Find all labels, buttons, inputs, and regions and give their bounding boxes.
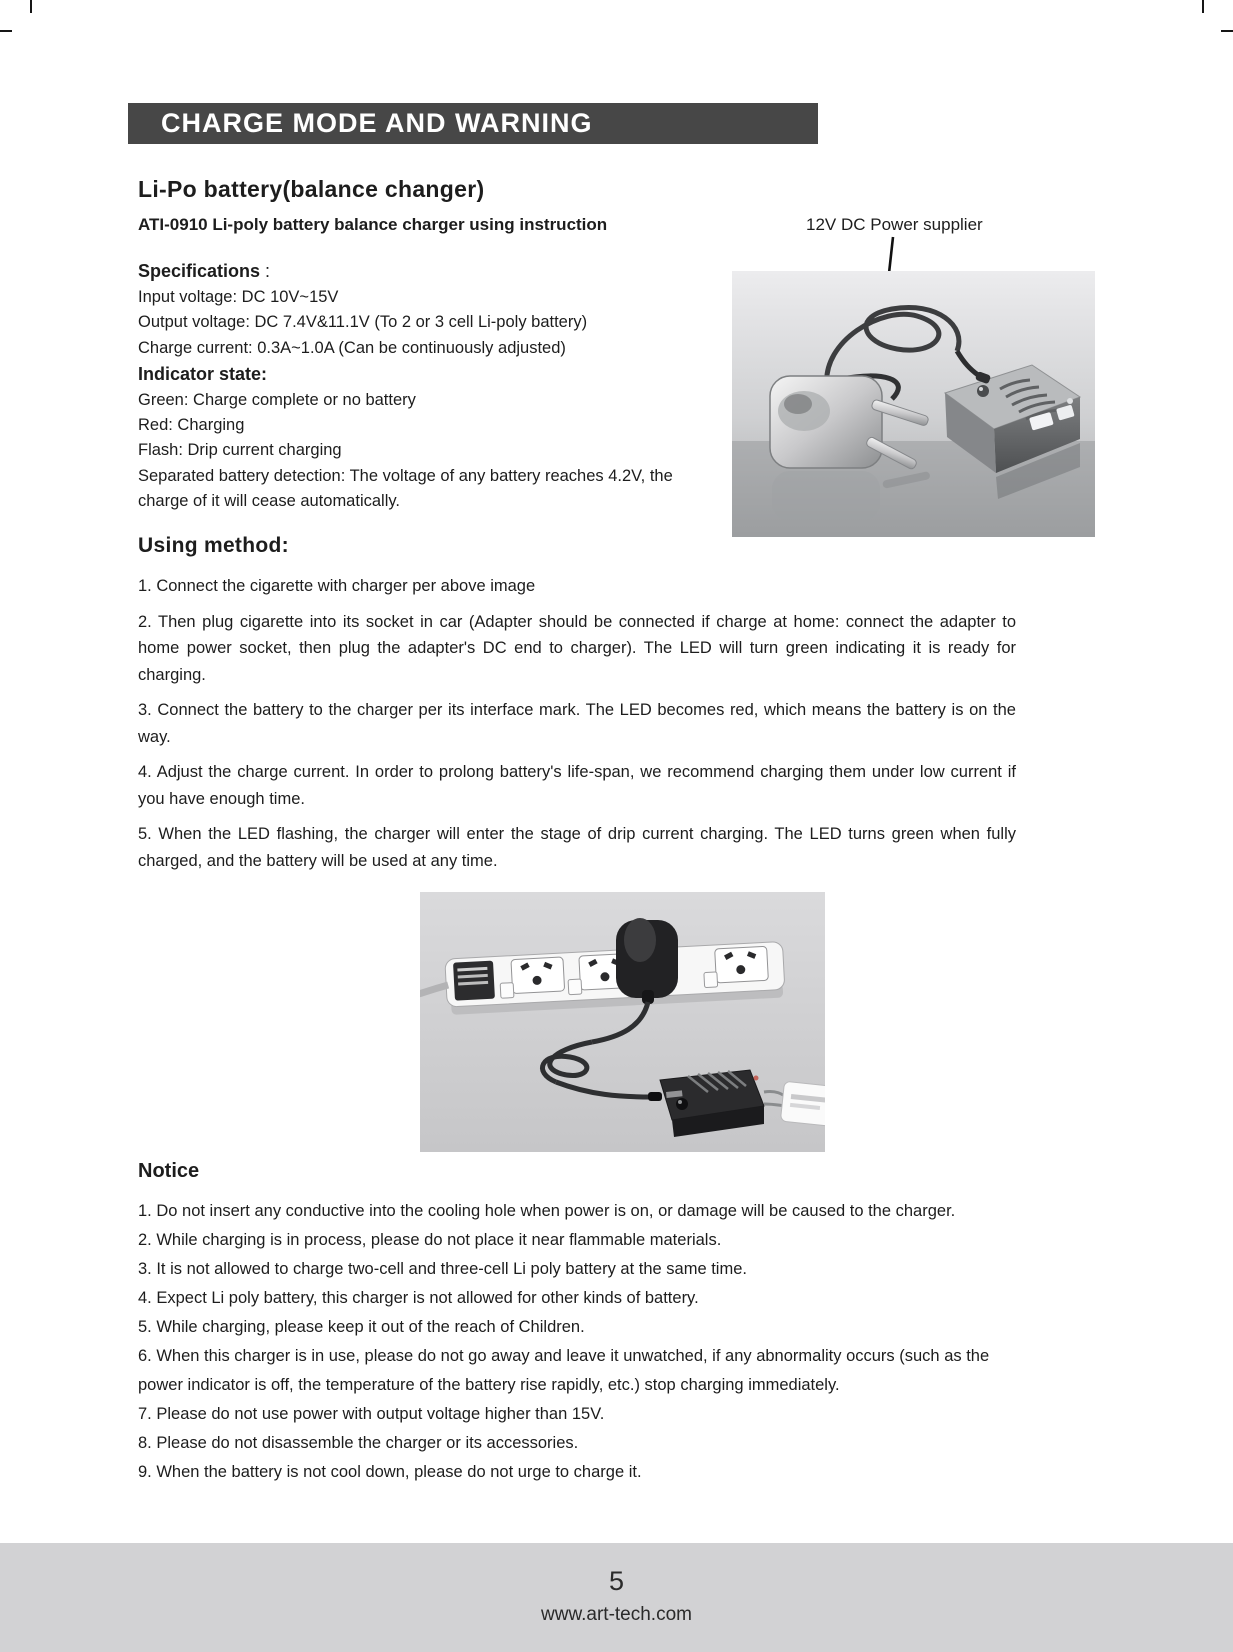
method-step: 1. Connect the cigarette with charger per above image xyxy=(138,577,536,595)
footer-band xyxy=(0,1543,1233,1652)
notice-item: 8. Please do not disassemble the charger or its accessories. xyxy=(138,1434,579,1452)
plugged-adapter xyxy=(616,918,678,1004)
crop-mark-top-left-vertical xyxy=(30,0,32,13)
notice-item: 6. When this charger is in use, please do not go away and leave it unwatched, if any abnormality occurs (such as the power indicator is off, the temperature of the battery rise rapidly, etc.) stop charging immediately. xyxy=(138,1347,990,1394)
spec-output-voltage: Output voltage: DC 7.4V&11.1V (To 2 or 3 cell Li-poly battery) xyxy=(138,313,588,332)
specifications-heading: Specifications : xyxy=(138,261,271,281)
charger-adapter-photo xyxy=(732,271,1095,537)
section-header-bar xyxy=(128,103,818,144)
page-subtitle: ATI-0910 Li-poly battery balance charger using instruction xyxy=(138,215,608,234)
method-step: 2. Then plug cigarette into its socket in car (Adapter should be connected if charge at home: connect the adapter to home power socket, then plug the adapter's DC end to charger). The LED will turn green indicating it is ready for charging. xyxy=(138,612,1016,684)
method-step: 4. Adjust the charge current. In order to prolong battery's life-span, we recommend charging them under low current if you have enough time. xyxy=(138,763,1016,808)
page-number: 5 xyxy=(608,1566,625,1596)
indicator-state-heading: Indicator state: xyxy=(138,363,268,384)
notice-item: 4. Expect Li poly battery, this charger is not allowed for other kinds of battery. xyxy=(138,1289,699,1307)
indicator-flash: Flash: Drip current charging xyxy=(138,441,342,460)
indicator-green: Green: Charge complete or no battery xyxy=(138,390,416,409)
using-method-steps xyxy=(138,573,1016,883)
using-method-heading: Using method: xyxy=(138,534,289,557)
crop-mark-top-right-vertical xyxy=(1202,0,1204,13)
website-text: www.art-tech.com xyxy=(541,1604,692,1625)
specifications-colon: : xyxy=(260,261,271,281)
crop-mark-top-right-horizontal xyxy=(1221,30,1233,32)
section-title: CHARGE MODE AND WARNING xyxy=(161,108,593,138)
page-title: Li-Po battery(balance changer) xyxy=(138,176,485,202)
indicator-red: Red: Charging xyxy=(138,416,245,435)
dc-plug xyxy=(648,1092,662,1101)
notice-item: 7. Please do not use power with output voltage higher than 15V. xyxy=(138,1405,605,1423)
notice-heading: Notice xyxy=(138,1160,200,1182)
notice-list xyxy=(138,1197,1016,1487)
notice-item: 9. When the battery is not cool down, please do not urge to charge it. xyxy=(138,1463,642,1481)
spec-input-voltage: Input voltage: DC 10V~15V xyxy=(138,288,339,306)
method-step: 3. Connect the battery to the charger per its interface mark. The LED becomes red, which means the battery is on the way. xyxy=(138,701,1016,746)
power-supplier-caption: 12V DC Power supplier xyxy=(806,215,983,234)
indicator-detection: Separated battery detection: The voltage of any battery reaches 4.2V, the charge of it will cease automatically. xyxy=(138,466,673,511)
crop-mark-top-left-horizontal xyxy=(0,30,12,32)
notice-item: 3. It is not allowed to charge two-cell and three-cell Li poly battery at the same time. xyxy=(138,1260,747,1278)
notice-item: 5. While charging, please keep it out of the reach of Children. xyxy=(138,1318,585,1336)
notice-item: 1. Do not insert any conductive into the cooling hole when power is on, or damage will be caused to the charger. xyxy=(138,1202,956,1220)
specifications-section xyxy=(138,258,683,514)
battery-pack xyxy=(780,1081,825,1127)
method-step: 5. When the LED flashing, the charger will enter the stage of drip current charging. The LED turns green when fully charged, and the battery will be used at any time. xyxy=(138,825,1016,870)
spec-charge-current: Charge current: 0.3A~1.0A (Can be continuously adjusted) xyxy=(138,338,566,357)
notice-item: 2. While charging is in process, please do not place it near flammable materials. xyxy=(138,1231,722,1249)
home-charging-photo xyxy=(420,892,825,1152)
